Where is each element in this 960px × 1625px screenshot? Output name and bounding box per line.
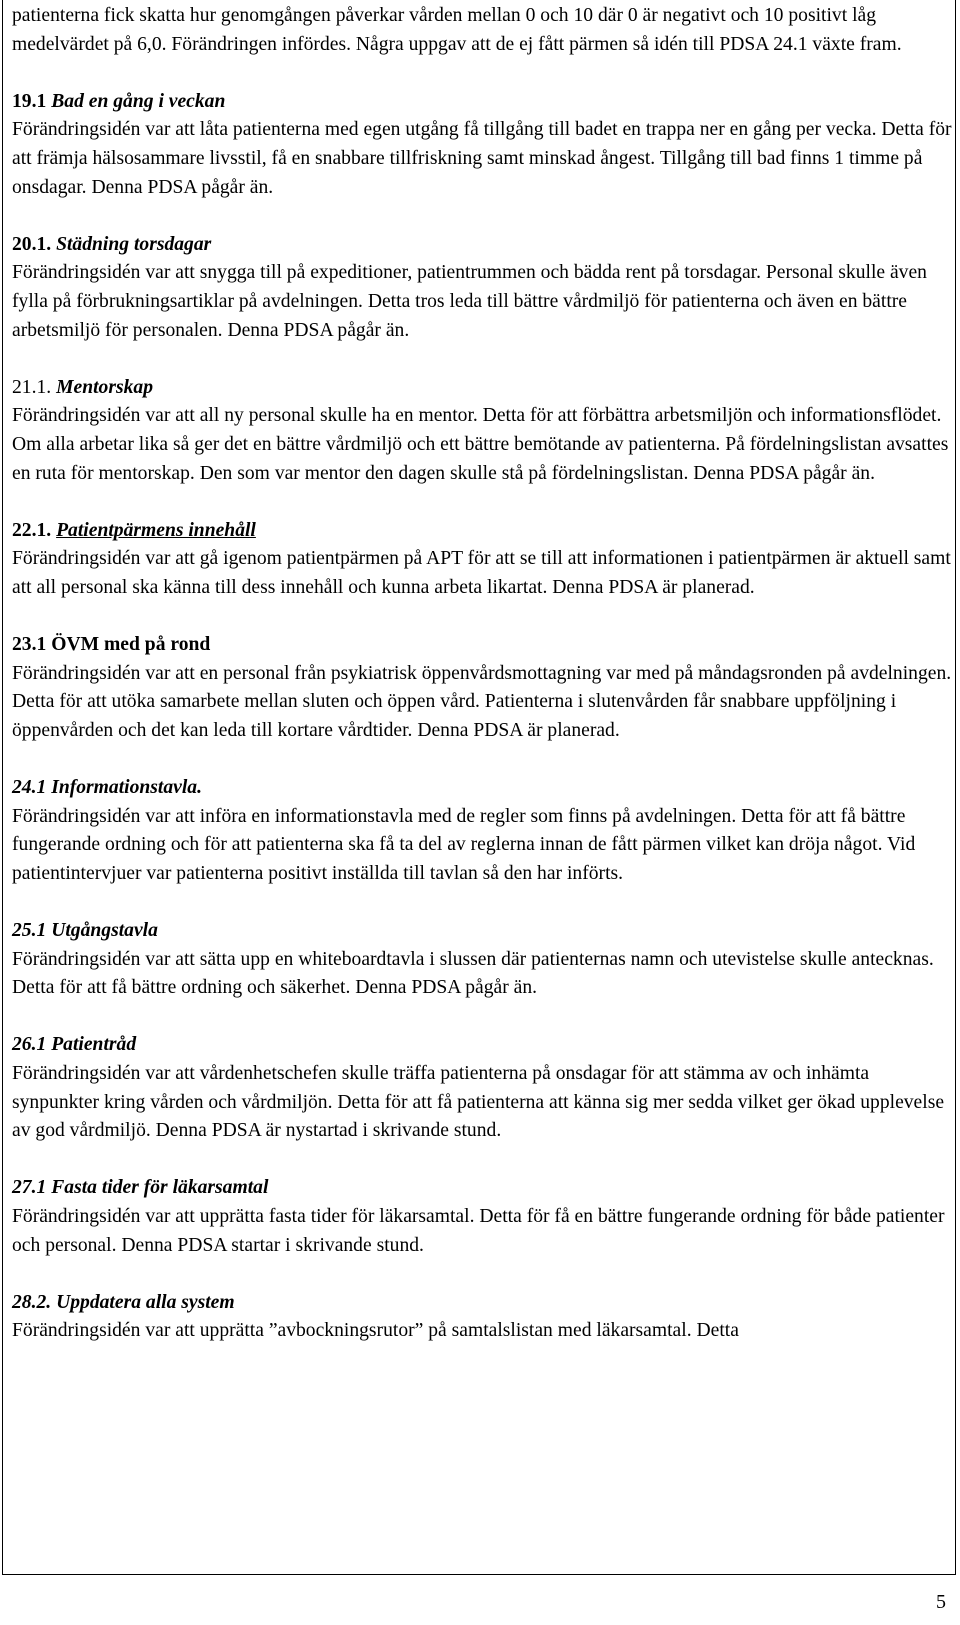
section-heading	[12, 231, 952, 260]
section-number: 26.1	[12, 1034, 47, 1056]
section-28-2	[12, 1289, 952, 1346]
section-heading	[12, 1031, 952, 1060]
section-title: Patientpärmens innehåll	[56, 519, 256, 541]
document-body	[12, 2, 952, 1346]
section-heading	[12, 631, 952, 660]
section-title: Bad en gång i veckan	[51, 90, 226, 112]
section-title: Städning torsdagar	[56, 233, 212, 255]
section-number: 19.1	[12, 90, 47, 112]
section-heading	[12, 1174, 952, 1203]
section-24-1	[12, 774, 952, 888]
section-number: 27.1	[12, 1177, 47, 1199]
section-19-1	[12, 88, 952, 202]
section-title: Uppdatera alla system	[56, 1291, 235, 1313]
section-title: Patientråd	[51, 1034, 137, 1056]
section-23-1	[12, 631, 952, 745]
section-20-1	[12, 231, 952, 345]
section-21-1	[12, 374, 952, 488]
section-number: 28.2.	[12, 1291, 52, 1313]
section-text: Förändringsidén var att upprätta ”avbockningsrutor” på samtalslistan med läkarsamtal. Detta	[12, 1320, 739, 1342]
section-text: Förändringsidén var att all ny personal skulle ha en mentor. Detta för att förbättra arbetsmiljön och informationsflödet. Om alla arbetar lika så ger det en bättre vårdmiljö och ett bättre bemötande av patienterna. På fördelningslistan avsattes en ruta för mentorskap. Den som var mentor den dagen skulle stå på fördelningslistan. Denna PDSA pågår än.	[12, 405, 949, 484]
section-text: Förändringsidén var att sätta upp en whiteboardtavla i slussen där patienternas namn och utevistelse skulle antecknas. Detta för att få bättre ordning och säkerhet. Denna PDSA pågår än.	[12, 948, 934, 999]
section-title: Mentorskap	[56, 376, 153, 398]
section-title: Utgångstavla	[51, 920, 158, 941]
section-27-1	[12, 1174, 952, 1260]
section-title: Fasta tider för läkarsamtal	[51, 1177, 269, 1199]
section-number: 20.1.	[12, 233, 52, 255]
section-number: 24.1	[12, 777, 47, 799]
section-title: ÖVM med på rond	[51, 634, 211, 656]
section-title: Informationstavla.	[51, 777, 202, 799]
section-number: 22.1.	[12, 519, 52, 541]
section-heading	[12, 1289, 952, 1318]
intro-paragraph: patienterna fick skatta hur genomgången påverkar vården mellan 0 och 10 där 0 är negativt och 10 positivt låg medelvärdet på 6,0. Förändringen infördes. Några uppgav att de ej fått pärmen så idén till PDSA 24.1 växte fram.	[12, 5, 902, 55]
section-heading	[12, 917, 952, 946]
section-heading	[12, 517, 952, 546]
section-number: 21.1.	[12, 376, 52, 398]
section-number: 25.1	[12, 920, 47, 941]
section-text: Förändringsidén var att gå igenom patientpärmen på APT för att se till att informationen i patientpärmen är aktuell samt att all personal ska känna till dess innehåll och kunna arbeta likartat. Denna PDSA är planerad.	[12, 548, 951, 598]
intro-section	[12, 2, 952, 59]
section-22-1	[12, 517, 952, 603]
section-26-1	[12, 1031, 952, 1145]
section-heading	[12, 88, 952, 117]
section-25-1	[12, 917, 952, 1003]
section-number: 23.1	[12, 634, 47, 656]
section-text: Förändringsidén var att låta patienterna med egen utgång få tillgång till badet en trappa ner en gång per vecka. Detta för att främja hälsosammare livsstil, få en snabbare tillfriskning samt minskad ångest. Tillgång till bad finns 1 timme på onsdagar. Denna PDSA pågår än.	[12, 119, 952, 198]
section-text: Förändringsidén var att en personal från psykiatrisk öppenvårdsmottagning var med på måndagsronden på avdelningen. Detta för att utöka samarbete mellan sluten och öppen vård. Patienterna i slutenvården får snabbare uppföljning i öppenvården och det kan leda till kortare vårdtider. Denna PDSA är planerad.	[12, 662, 952, 741]
section-text: Förändringsidén var att införa en informationstavla med de regler som finns på avdelningen. Detta för att få bättre fungerande ordning och för att patienterna ska få ta del av reglerna innan de fått pärmen vilket kan dröja något. Vid patientintervjuer var patienterna positivt inställda till tavlan så den har införts.	[12, 805, 916, 884]
section-text: Förändringsidén var att snygga till på expeditioner, patientrummen och bädda rent på torsdagar. Personal skulle även fylla på förbrukningsartiklar på avdelningen. Detta tros leda till bättre vårdmiljö för patienterna och även en bättre arbetsmiljö för personalen. Denna PDSA pågår än.	[12, 262, 927, 341]
section-text: Förändringsidén var att vårdenhetschefen skulle träffa patienterna på onsdagar för att stämma av och inhämta synpunkter kring vården och vårdmiljön. Detta för att få patienterna att känna sig mer sedda vilket ger ökad upplevelse av god vårdmiljö. Denna PDSA är nystartad i skrivande stund.	[12, 1062, 945, 1142]
section-heading	[12, 374, 952, 403]
section-heading	[12, 774, 952, 803]
page-number: 5	[936, 1591, 946, 1613]
section-text: Förändringsidén var att upprätta fasta tider för läkarsamtal. Detta för få en bättre fungerande ordning för både patienter och personal. Denna PDSA startar i skrivande stund.	[12, 1205, 945, 1256]
